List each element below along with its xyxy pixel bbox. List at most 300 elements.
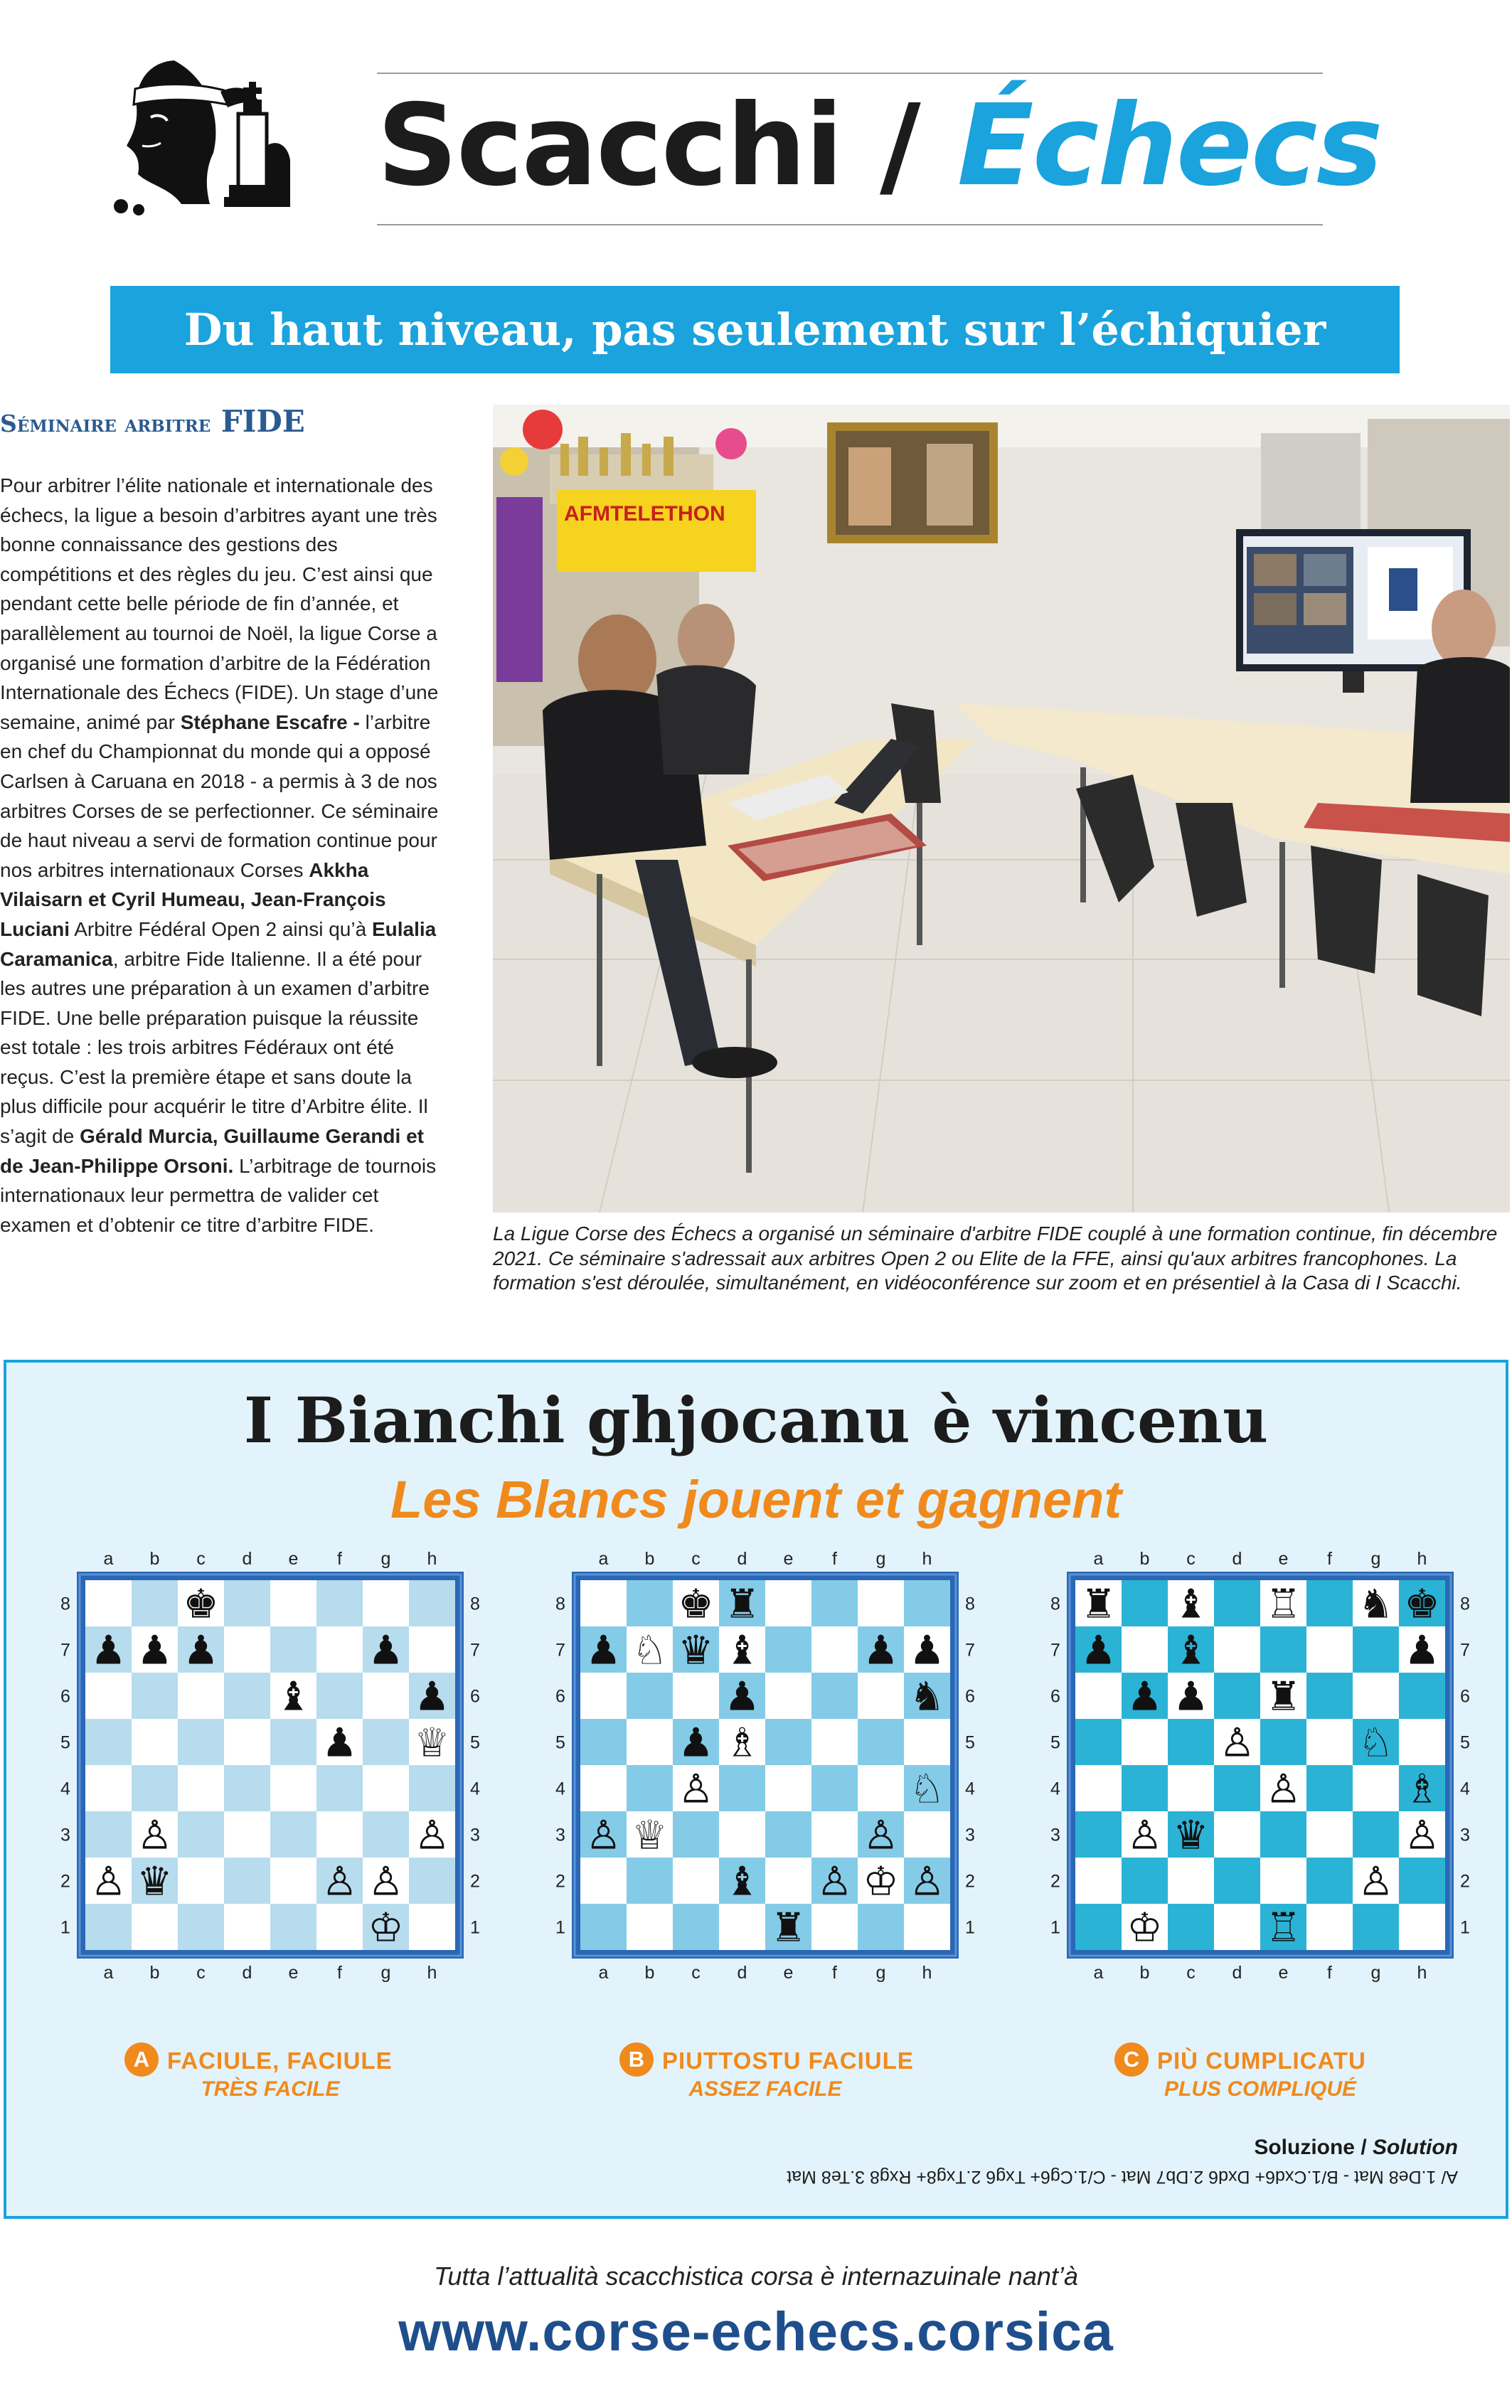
- rank-label-4: 4: [965, 1779, 975, 1799]
- square-f4: [316, 1765, 363, 1811]
- square-c3: [673, 1811, 719, 1858]
- square-a3: [1075, 1811, 1122, 1858]
- article-name-highlight: Stéphane Escafre -: [180, 710, 360, 733]
- white-pawn-icon: ♙: [368, 1858, 404, 1905]
- square-a5: [580, 1719, 627, 1765]
- file-label-e: e: [288, 1963, 299, 1983]
- square-c3: [178, 1811, 224, 1858]
- square-e1: [270, 1904, 316, 1950]
- black-pawn-icon: ♟: [724, 1673, 760, 1720]
- square-e8: [765, 1580, 811, 1626]
- title-echecs: Échecs: [957, 80, 1382, 211]
- level-badge-a: A: [124, 2042, 159, 2077]
- white-king-icon: ♔: [863, 1858, 899, 1905]
- solution-label: Soluzione / Solution: [1254, 2136, 1458, 2159]
- rank-label-7: 7: [1460, 1640, 1470, 1661]
- square-g6: [363, 1673, 409, 1719]
- square-g4: [1353, 1765, 1399, 1811]
- square-g4: [363, 1765, 409, 1811]
- square-e2: [270, 1858, 316, 1904]
- square-h8: [409, 1580, 455, 1626]
- level-sublabel-b: ASSEZ FACILE: [688, 2077, 842, 2101]
- black-pawn-icon: ♟: [321, 1720, 358, 1767]
- black-pawn-icon: ♟: [1404, 1627, 1440, 1674]
- black-pawn-icon: ♟: [585, 1627, 622, 1674]
- rank-label-1: 1: [1050, 1917, 1060, 1938]
- square-f3: [316, 1811, 363, 1858]
- file-label-g: g: [875, 1963, 886, 1983]
- file-label-c: c: [1186, 1963, 1196, 1983]
- rank-label-2: 2: [1460, 1871, 1470, 1892]
- square-d5: [224, 1719, 270, 1765]
- white-knight-icon: ♘: [632, 1627, 668, 1674]
- level-sublabel-c: PLUS COMPLIQUÉ: [1164, 2077, 1356, 2101]
- square-f8: [1306, 1580, 1353, 1626]
- rank-label-2: 2: [1050, 1871, 1060, 1892]
- article-text-segment: L’arbitrage de tournois internationaux leur permettra de valider cet examen et d’obtenir ce titre d’arbitre FIDE.: [0, 1154, 437, 1236]
- file-label-f: f: [1327, 1549, 1332, 1569]
- article-name-highlight: Akkha Vilaisarn et Cyril Humeau, Jean-François Luciani: [0, 858, 386, 940]
- square-e3: [1260, 1811, 1306, 1858]
- square-e3: [270, 1811, 316, 1858]
- black-king-icon: ♚: [183, 1581, 219, 1628]
- square-a5: [1075, 1719, 1122, 1765]
- file-label-f: f: [1327, 1963, 1332, 1983]
- square-e2: [1260, 1858, 1306, 1904]
- black-king-icon: ♚: [1404, 1581, 1440, 1628]
- square-b2: [1122, 1858, 1168, 1904]
- file-label-d: d: [1232, 1963, 1242, 1983]
- square-g6: [858, 1673, 904, 1719]
- square-h5: [904, 1719, 950, 1765]
- website-link[interactable]: www.corse-echecs.corsica: [398, 2301, 1114, 2362]
- file-label-c: c: [691, 1963, 701, 1983]
- black-knight-icon: ♞: [909, 1673, 945, 1720]
- footer-tagline: Tutta l’attualità scacchistica corsa è internazuinale nant’à: [434, 2262, 1078, 2291]
- square-g6: [1353, 1673, 1399, 1719]
- file-label-d: d: [242, 1549, 252, 1569]
- square-e5: [270, 1719, 316, 1765]
- file-label-h: h: [1417, 1549, 1427, 1569]
- header-top-rule: [377, 73, 1323, 74]
- square-e2: [765, 1858, 811, 1904]
- rank-label-8: 8: [965, 1594, 975, 1614]
- white-rook-icon: ♖: [1265, 1904, 1301, 1951]
- square-c6: [673, 1673, 719, 1719]
- square-g8: [363, 1580, 409, 1626]
- black-king-icon: ♚: [678, 1581, 714, 1628]
- black-pawn-icon: ♟: [137, 1627, 173, 1674]
- chessboard-a: [50, 1545, 491, 1986]
- square-d8: [224, 1580, 270, 1626]
- level-sublabel-a: TRÈS FACILE: [201, 2077, 340, 2101]
- rank-label-5: 5: [965, 1732, 975, 1753]
- square-e4: [270, 1765, 316, 1811]
- rank-label-7: 7: [555, 1640, 565, 1661]
- white-bishop-icon: ♗: [1404, 1766, 1440, 1813]
- square-e3: [765, 1811, 811, 1858]
- square-d1: [224, 1904, 270, 1950]
- square-d3: [224, 1811, 270, 1858]
- black-pawn-icon: ♟: [1080, 1627, 1117, 1674]
- square-a6: [580, 1673, 627, 1719]
- rank-label-4: 4: [1050, 1779, 1060, 1799]
- square-b4: [132, 1765, 178, 1811]
- square-b4: [1122, 1765, 1168, 1811]
- section-title-fide: FIDE: [220, 404, 305, 439]
- square-d2: [224, 1858, 270, 1904]
- square-h2: [409, 1858, 455, 1904]
- puzzle-title: I Bianchi ghjocanu è vincenu: [243, 1383, 1269, 1457]
- square-a2: [1075, 1858, 1122, 1904]
- black-pawn-icon: ♟: [1127, 1673, 1163, 1720]
- white-rook-icon: ♖: [1265, 1581, 1301, 1628]
- square-b5: [132, 1719, 178, 1765]
- rank-label-3: 3: [470, 1825, 480, 1845]
- article-text-segment: , arbitre Fide Italienne. Il a été pour les autres une préparation à un examen d’arbitre FIDE. Une belle préparation puisque la réussite est totale : les trois arbitres Fédéraux ont été reçus. C’est la première étape et sans doute la plus difficile pour acquérir le titre d’Arbitre élite. Il s’agit de: [0, 947, 430, 1148]
- rank-label-6: 6: [555, 1686, 565, 1707]
- square-a4: [85, 1765, 132, 1811]
- square-a6: [1075, 1673, 1122, 1719]
- file-label-d: d: [737, 1549, 747, 1569]
- file-label-h: h: [427, 1549, 437, 1569]
- rank-label-2: 2: [60, 1871, 70, 1892]
- black-rook-icon: ♜: [770, 1904, 806, 1951]
- white-pawn-icon: ♙: [909, 1858, 945, 1905]
- white-king-icon: ♔: [368, 1904, 404, 1951]
- square-f1: [316, 1904, 363, 1950]
- file-label-b: b: [149, 1549, 160, 1569]
- rank-label-6: 6: [1460, 1686, 1470, 1707]
- square-h2: [1399, 1858, 1445, 1904]
- square-h1: [904, 1904, 950, 1950]
- white-bishop-icon: ♗: [724, 1720, 760, 1767]
- file-label-g: g: [1370, 1963, 1381, 1983]
- rank-label-6: 6: [470, 1686, 480, 1707]
- file-label-g: g: [875, 1549, 886, 1569]
- solution-text-upside-down: A/ 1.De8 Mat - B/1.Cxd6+ Dxd6 2.Db7 Mat - C/1.Cg6+ Txg6 2.Txg8+ Rxg8 3.Te8 Mat: [787, 2167, 1458, 2187]
- white-pawn-icon: ♙: [585, 1812, 622, 1859]
- file-label-a: a: [1093, 1549, 1104, 1569]
- square-f2: [1306, 1858, 1353, 1904]
- file-label-g: g: [1370, 1549, 1381, 1569]
- article-text-segment: Arbitre Fédéral Open 2 ainsi qu’à: [70, 917, 372, 940]
- photo-banner-text: AFMTELETHON: [564, 502, 725, 526]
- level-label-a: FACIULE, FACIULE: [167, 2047, 393, 2074]
- square-f6: [316, 1673, 363, 1719]
- rank-label-3: 3: [965, 1825, 975, 1845]
- rank-label-5: 5: [555, 1732, 565, 1753]
- square-f1: [811, 1904, 858, 1950]
- rank-label-5: 5: [60, 1732, 70, 1753]
- white-pawn-icon: ♙: [1219, 1720, 1255, 1767]
- file-label-f: f: [337, 1549, 342, 1569]
- square-c2: [1168, 1858, 1214, 1904]
- square-d4: [719, 1765, 765, 1811]
- file-label-b: b: [1139, 1549, 1150, 1569]
- black-queen-icon: ♛: [1173, 1812, 1209, 1859]
- article-body: [0, 471, 447, 1240]
- black-bishop-icon: ♝: [724, 1627, 760, 1674]
- file-label-a: a: [103, 1963, 114, 1983]
- square-f8: [316, 1580, 363, 1626]
- chessboard-b: [545, 1545, 986, 1986]
- headline-banner: Du haut niveau, pas seulement sur l’échiquier: [110, 286, 1400, 373]
- square-h8: [904, 1580, 950, 1626]
- black-rook-icon: ♜: [724, 1581, 760, 1628]
- black-pawn-icon: ♟: [1173, 1673, 1209, 1720]
- level-label-b: PIUTTOSTU FACIULE: [662, 2047, 914, 2074]
- rank-label-4: 4: [555, 1779, 565, 1799]
- square-d4: [224, 1765, 270, 1811]
- white-pawn-icon: ♙: [678, 1766, 714, 1813]
- square-b8: [132, 1580, 178, 1626]
- rank-label-3: 3: [1050, 1825, 1060, 1845]
- white-king-icon: ♔: [1127, 1904, 1163, 1951]
- file-label-b: b: [644, 1963, 655, 1983]
- file-label-a: a: [103, 1549, 114, 1569]
- rank-label-8: 8: [470, 1594, 480, 1614]
- rank-label-5: 5: [1050, 1732, 1060, 1753]
- square-f7: [811, 1626, 858, 1673]
- rank-label-3: 3: [555, 1825, 565, 1845]
- page-title: [377, 78, 1382, 213]
- section-title: [0, 404, 305, 439]
- file-label-e: e: [288, 1549, 299, 1569]
- black-pawn-icon: ♟: [183, 1627, 219, 1674]
- file-label-d: d: [737, 1963, 747, 1983]
- black-rook-icon: ♜: [1080, 1581, 1117, 1628]
- square-g5: [363, 1719, 409, 1765]
- file-label-d: d: [242, 1963, 252, 1983]
- file-label-f: f: [337, 1963, 342, 1983]
- level-badge-b: B: [619, 2042, 654, 2077]
- square-e7: [1260, 1626, 1306, 1673]
- square-f4: [811, 1765, 858, 1811]
- black-pawn-icon: ♟: [909, 1627, 945, 1674]
- article-text-segment: l’arbitre en chef du Championnat du monde qui a opposé Carlsen à Caruana en 2018 - a permis à 3 de nos arbitres Corses de se perfectionner. Ce séminaire de haut niveau a servi de formation continue pour nos arbitres internationaux Corses: [0, 710, 439, 881]
- square-b6: [627, 1673, 673, 1719]
- square-a5: [85, 1719, 132, 1765]
- puzzle-subtitle: Les Blancs jouent et gagnent: [390, 1470, 1122, 1529]
- file-label-e: e: [783, 1963, 794, 1983]
- black-pawn-icon: ♟: [368, 1627, 404, 1674]
- square-a4: [580, 1765, 627, 1811]
- square-g7: [1353, 1626, 1399, 1673]
- rank-label-7: 7: [470, 1640, 480, 1661]
- square-d6: [224, 1673, 270, 1719]
- white-pawn-icon: ♙: [414, 1812, 450, 1859]
- rank-label-7: 7: [1050, 1640, 1060, 1661]
- square-b8: [1122, 1580, 1168, 1626]
- solution-label-french: Solution: [1373, 2136, 1458, 2159]
- square-a3: [85, 1811, 132, 1858]
- square-e7: [270, 1626, 316, 1673]
- file-label-h: h: [427, 1963, 437, 1983]
- square-b5: [1122, 1719, 1168, 1765]
- square-h4: [409, 1765, 455, 1811]
- file-label-c: c: [1186, 1549, 1196, 1569]
- square-f1: [1306, 1904, 1353, 1950]
- square-a4: [1075, 1765, 1122, 1811]
- file-label-d: d: [1232, 1549, 1242, 1569]
- square-f3: [1306, 1811, 1353, 1858]
- chessboard-c: [1040, 1545, 1481, 1986]
- rank-label-2: 2: [470, 1871, 480, 1892]
- level-badge-c: C: [1114, 2042, 1149, 2077]
- square-c2: [673, 1858, 719, 1904]
- black-pawn-icon: ♟: [414, 1673, 450, 1720]
- square-d7: [1214, 1626, 1260, 1673]
- file-label-b: b: [149, 1963, 160, 1983]
- square-d7: [224, 1626, 270, 1673]
- square-g3: [363, 1811, 409, 1858]
- rank-label-4: 4: [1460, 1779, 1470, 1799]
- square-a8: [85, 1580, 132, 1626]
- square-e8: [270, 1580, 316, 1626]
- white-pawn-icon: ♙: [863, 1812, 899, 1859]
- square-a2: [580, 1858, 627, 1904]
- white-pawn-icon: ♙: [1127, 1812, 1163, 1859]
- black-pawn-icon: ♟: [90, 1627, 127, 1674]
- square-a1: [85, 1904, 132, 1950]
- rank-label-5: 5: [470, 1732, 480, 1753]
- square-c4: [1168, 1765, 1214, 1811]
- white-pawn-icon: ♙: [90, 1858, 127, 1905]
- square-g1: [1353, 1904, 1399, 1950]
- article-text-segment: Pour arbitrer l’élite nationale et internationale des échecs, la ligue a besoin d’arbitres ayant une très bonne connaissance des gestions des compétitions et des règles du jeu. C’est ainsi que pendant cette belle période de fin d’année, et parallèlement au tournoi de Noël, la ligue Corse a organisé une formation d’arbitre de la Fédération Internationale des Échecs (FIDE). Un stage d’une semaine, animé par: [0, 474, 439, 733]
- black-rook-icon: ♜: [1265, 1673, 1301, 1720]
- square-b8: [627, 1580, 673, 1626]
- square-g5: [858, 1719, 904, 1765]
- file-label-f: f: [832, 1963, 837, 1983]
- file-label-e: e: [1278, 1963, 1289, 1983]
- white-queen-icon: ♕: [414, 1720, 450, 1767]
- square-e4: [765, 1765, 811, 1811]
- square-f6: [1306, 1673, 1353, 1719]
- white-pawn-icon: ♙: [816, 1858, 853, 1905]
- square-d1: [1214, 1904, 1260, 1950]
- square-g8: [858, 1580, 904, 1626]
- rank-label-8: 8: [1460, 1594, 1470, 1614]
- white-knight-icon: ♘: [1358, 1720, 1394, 1767]
- square-d8: [1214, 1580, 1260, 1626]
- file-label-e: e: [1278, 1549, 1289, 1569]
- square-b1: [132, 1904, 178, 1950]
- square-b2: [627, 1858, 673, 1904]
- white-pawn-icon: ♙: [321, 1858, 358, 1905]
- section-title-smallcaps: Séminaire arbitre: [0, 410, 211, 437]
- rank-label-2: 2: [965, 1871, 975, 1892]
- file-label-g: g: [380, 1549, 391, 1569]
- black-bishop-icon: ♝: [1173, 1627, 1209, 1674]
- square-b1: [627, 1904, 673, 1950]
- square-d3: [1214, 1811, 1260, 1858]
- black-bishop-icon: ♝: [275, 1673, 312, 1720]
- black-pawn-icon: ♟: [863, 1627, 899, 1674]
- file-label-c: c: [196, 1549, 206, 1569]
- white-pawn-icon: ♙: [1358, 1858, 1394, 1905]
- square-a1: [1075, 1904, 1122, 1950]
- square-h7: [409, 1626, 455, 1673]
- title-scacchi: Scacchi /: [377, 80, 920, 211]
- square-a8: [580, 1580, 627, 1626]
- square-c6: [178, 1673, 224, 1719]
- square-b5: [627, 1719, 673, 1765]
- square-b6: [132, 1673, 178, 1719]
- square-f3: [811, 1811, 858, 1858]
- file-label-a: a: [598, 1963, 609, 1983]
- square-b7: [1122, 1626, 1168, 1673]
- file-label-h: h: [1417, 1963, 1427, 1983]
- rank-label-8: 8: [60, 1594, 70, 1614]
- square-h6: [1399, 1673, 1445, 1719]
- square-b4: [627, 1765, 673, 1811]
- square-f7: [316, 1626, 363, 1673]
- rank-label-1: 1: [1460, 1917, 1470, 1938]
- file-label-c: c: [196, 1963, 206, 1983]
- square-d4: [1214, 1765, 1260, 1811]
- file-label-a: a: [1093, 1963, 1104, 1983]
- rank-label-6: 6: [1050, 1686, 1060, 1707]
- rank-label-5: 5: [1460, 1732, 1470, 1753]
- square-g3: [1353, 1811, 1399, 1858]
- white-queen-icon: ♕: [632, 1812, 668, 1859]
- file-label-a: a: [598, 1549, 609, 1569]
- photo-caption: La Ligue Corse des Échecs a organisé un séminaire d'arbitre FIDE couplé à une formation continue, fin décembre 2021. Ce séminaire s'adressait aux arbitres Open 2 ou Elite de la FFE, ainsi qu'aux arbitres francophones. La formation s'est déroulée, simultanément, en vidéoconférence sur zoom et en présentiel à la Casa di I Scacchi.: [493, 1222, 1498, 1294]
- square-d3: [719, 1811, 765, 1858]
- file-label-b: b: [1139, 1963, 1150, 1983]
- square-f4: [1306, 1765, 1353, 1811]
- rank-label-3: 3: [60, 1825, 70, 1845]
- rank-label-2: 2: [555, 1871, 565, 1892]
- square-c5: [178, 1719, 224, 1765]
- square-e6: [765, 1673, 811, 1719]
- square-f7: [1306, 1626, 1353, 1673]
- square-c5: [1168, 1719, 1214, 1765]
- black-bishop-icon: ♝: [1173, 1581, 1209, 1628]
- article-name-highlight: Gérald Murcia, Guillaume Gerandi et de Jean-Philippe Orsoni.: [0, 1125, 424, 1177]
- square-g1: [858, 1904, 904, 1950]
- file-label-f: f: [832, 1549, 837, 1569]
- square-c1: [178, 1904, 224, 1950]
- moor-head-chess-logo: [107, 39, 299, 220]
- file-label-h: h: [922, 1549, 932, 1569]
- rank-label-6: 6: [965, 1686, 975, 1707]
- rank-label-3: 3: [1460, 1825, 1470, 1845]
- square-a6: [85, 1673, 132, 1719]
- rank-label-1: 1: [470, 1917, 480, 1938]
- black-bishop-icon: ♝: [724, 1858, 760, 1905]
- square-e7: [765, 1626, 811, 1673]
- seminar-photo: [493, 405, 1510, 1213]
- level-label-c: PIÙ CUMPLICATU: [1157, 2047, 1366, 2074]
- rank-label-8: 8: [1050, 1594, 1060, 1614]
- rank-label-1: 1: [965, 1917, 975, 1938]
- file-label-e: e: [783, 1549, 794, 1569]
- square-d1: [719, 1904, 765, 1950]
- file-label-c: c: [691, 1549, 701, 1569]
- rank-label-7: 7: [60, 1640, 70, 1661]
- square-h5: [1399, 1719, 1445, 1765]
- square-c4: [178, 1765, 224, 1811]
- white-knight-icon: ♘: [909, 1766, 945, 1813]
- rank-label-4: 4: [60, 1779, 70, 1799]
- white-pawn-icon: ♙: [1265, 1766, 1301, 1813]
- square-d2: [1214, 1858, 1260, 1904]
- square-c1: [673, 1904, 719, 1950]
- black-knight-icon: ♞: [1358, 1581, 1394, 1628]
